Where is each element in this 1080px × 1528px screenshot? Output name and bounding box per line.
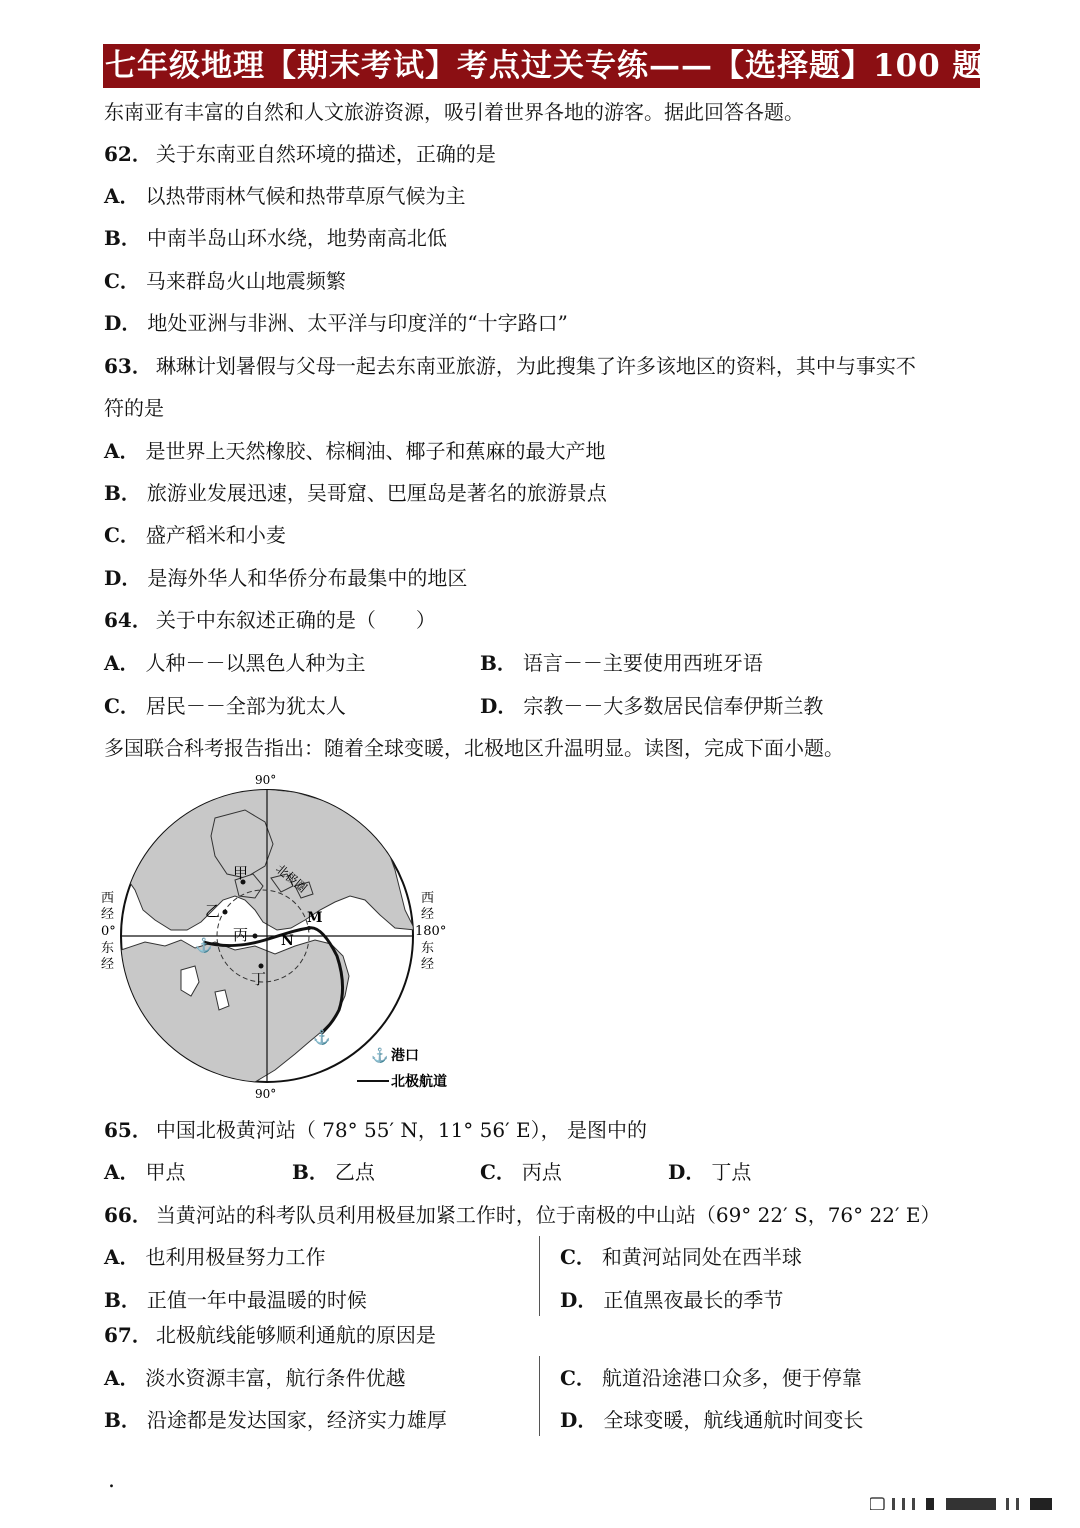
point-bing — [253, 934, 258, 939]
question-64 — [104, 606, 436, 634]
option-63-c — [104, 521, 286, 549]
option-label: C． — [104, 523, 140, 547]
option-label: A． — [104, 1245, 140, 1269]
question-62 — [104, 140, 496, 168]
option-text: 马来群岛火山地震频繁 — [145, 269, 346, 293]
option-label: C． — [480, 1160, 516, 1184]
label-right-longitude — [415, 891, 446, 972]
option-label: D． — [560, 1408, 598, 1432]
option-text: 盛产稻米和小麦 — [145, 523, 286, 547]
question-number: 62． — [104, 142, 152, 166]
option-label: D． — [104, 311, 142, 335]
option-label: A． — [104, 1366, 140, 1390]
option-text: 乙点 — [334, 1160, 375, 1184]
option-text: 地处亚洲与非洲、太平洋与印度洋的“十字路口” — [147, 311, 568, 335]
option-text: 甲点 — [145, 1160, 186, 1184]
port-icon: ⚓ — [313, 1030, 331, 1046]
label-n: N — [281, 933, 294, 949]
option-label: D． — [560, 1288, 598, 1312]
option-67-c — [560, 1364, 862, 1392]
footer-dot: . — [108, 1468, 115, 1493]
column-divider — [539, 1236, 540, 1316]
arctic-map — [95, 770, 475, 1100]
port-icon: ⚓ — [195, 938, 213, 954]
option-label: D． — [480, 694, 518, 718]
question-63-cont: 符的是 — [104, 396, 164, 420]
label-jia: 甲 — [233, 864, 249, 882]
option-label: C． — [104, 694, 140, 718]
svg-text:180°: 180° — [415, 924, 447, 939]
svg-text:经: 经 — [101, 957, 115, 972]
option-text: 中南半岛山环水绕，地势南高北低 — [146, 226, 447, 250]
svg-text:经: 经 — [421, 907, 435, 922]
option-label: B． — [480, 651, 517, 675]
option-66-a — [104, 1243, 326, 1271]
question-number: 66． — [104, 1203, 152, 1227]
option-text: 人种－－以黑色人种为主 — [145, 651, 366, 675]
option-66-b — [104, 1286, 367, 1314]
question-number: 67． — [104, 1323, 152, 1347]
label-arctic-circle: 北极圈 — [273, 861, 310, 896]
option-text: 正值一年中最温暖的时候 — [146, 1288, 367, 1312]
question-65 — [104, 1116, 647, 1144]
option-text: 宗教－－大多数居民信奉伊斯兰教 — [523, 694, 824, 718]
question-stem: 关于中东叙述正确的是（ ） — [155, 608, 436, 632]
question-stem: 关于东南亚自然环境的描述，正确的是 — [155, 142, 496, 166]
option-text: 居民－－全部为犹太人 — [145, 694, 346, 718]
option-text: 是海外华人和华侨分布最集中的地区 — [147, 566, 468, 590]
label-m: M — [307, 910, 323, 926]
option-62-a — [104, 182, 466, 210]
question-stem: 中国北极黄河站（ 78° 55′ N，11° 56′ E）， 是图中的 — [155, 1118, 647, 1142]
option-63-a — [104, 437, 606, 465]
label-left-longitude — [101, 891, 116, 972]
point-m — [307, 926, 311, 930]
svg-text:经: 经 — [421, 957, 435, 972]
option-65-b — [292, 1158, 375, 1186]
option-65-c — [480, 1158, 562, 1186]
legend-port-label: 港口 — [391, 1048, 419, 1064]
question-number: 64． — [104, 608, 152, 632]
arctic-map-figure — [95, 770, 475, 1100]
page-title-banner: 七年级地理【期末考试】考点过关专练——【选择题】100 题 — [103, 44, 980, 88]
label-ding: 丁 — [251, 970, 267, 988]
question-number: 65． — [104, 1118, 152, 1142]
option-text: 语言－－主要使用西班牙语 — [522, 651, 763, 675]
question-stem: 琳琳计划暑假与父母一起去东南亚旅游，为此搜集了许多该地区的资料，其中与事实不 — [155, 354, 916, 378]
svg-text:东: 东 — [421, 941, 435, 956]
option-label: A． — [104, 184, 140, 208]
option-66-d — [560, 1286, 783, 1314]
question-67 — [104, 1321, 436, 1349]
option-text: 以热带雨林气候和热带草原气候为主 — [145, 184, 466, 208]
question-66 — [104, 1201, 940, 1229]
option-text: 全球变暖，航线通航时间变长 — [603, 1408, 864, 1432]
option-label: B． — [104, 1288, 141, 1312]
option-text: 旅游业发展迅速，吴哥窟、巴厘岛是著名的旅游景点 — [146, 481, 607, 505]
svg-text:东: 东 — [101, 941, 115, 956]
option-text: 沿途都是发达国家，经济实力雄厚 — [146, 1408, 447, 1432]
label-yi: 乙 — [205, 902, 221, 920]
label-bing: 丙 — [233, 926, 249, 944]
option-label: C． — [560, 1245, 596, 1269]
option-label: D． — [104, 566, 142, 590]
option-label: A． — [104, 651, 140, 675]
svg-text:0°: 0° — [101, 924, 116, 939]
option-62-c — [104, 267, 346, 295]
legend-port-icon: ⚓ — [371, 1048, 389, 1064]
option-label: B． — [104, 1408, 141, 1432]
question-number: 63． — [104, 354, 152, 378]
option-64-a — [104, 649, 366, 677]
question-stem: 北极航线能够顺利通航的原因是 — [155, 1323, 436, 1347]
option-label: A． — [104, 1160, 140, 1184]
option-67-d — [560, 1406, 863, 1434]
option-64-c — [104, 692, 346, 720]
point-yi — [223, 910, 228, 915]
option-62-b — [104, 224, 447, 252]
option-62-d — [104, 309, 568, 337]
option-text: 正值黑夜最长的季节 — [603, 1288, 784, 1312]
option-65-d — [668, 1158, 751, 1186]
label-bottom-90: 90° — [255, 1087, 277, 1100]
option-label: B． — [104, 481, 141, 505]
option-66-c — [560, 1243, 802, 1271]
svg-text:西: 西 — [421, 891, 435, 906]
option-text: 淡水资源丰富，航行条件优越 — [145, 1366, 406, 1390]
question-63 — [104, 352, 916, 380]
option-63-d — [104, 564, 467, 592]
option-label: C． — [104, 269, 140, 293]
option-63-b — [104, 479, 607, 507]
legend-route-label: 北极航道 — [391, 1074, 447, 1090]
option-65-a — [104, 1158, 186, 1186]
option-label: D． — [668, 1160, 706, 1184]
option-text: 和黄河站同处在西半球 — [601, 1245, 802, 1269]
question-stem: 当黄河站的科考队员利用极昼加紧工作时，位于南极的中山站（69° 22′ S，76° 22′ E） — [155, 1203, 941, 1227]
label-top-90: 90° — [255, 773, 277, 787]
option-text: 航道沿途港口众多，便于停靠 — [601, 1366, 862, 1390]
option-label: B． — [292, 1160, 329, 1184]
option-67-a — [104, 1364, 406, 1392]
option-label: C． — [560, 1366, 596, 1390]
intro-southeast-asia: 东南亚有丰富的自然和人文旅游资源，吸引着世界各地的游客。据此回答各题。 — [104, 100, 804, 124]
column-divider — [539, 1356, 540, 1436]
svg-text:西: 西 — [101, 891, 115, 906]
option-text: 丁点 — [711, 1160, 752, 1184]
option-text: 丙点 — [521, 1160, 562, 1184]
option-label: B． — [104, 226, 141, 250]
intro-arctic: 多国联合科考报告指出：随着全球变暖，北极地区升温明显。读图，完成下面小题。 — [104, 736, 844, 760]
image-toolbar-strip — [870, 1496, 1060, 1510]
option-text: 也利用极昼努力工作 — [145, 1245, 326, 1269]
option-67-b — [104, 1406, 447, 1434]
option-64-d — [480, 692, 823, 720]
option-label: A． — [104, 439, 140, 463]
point-ding — [259, 964, 264, 969]
option-text: 是世界上天然橡胶、棕榈油、椰子和蕉麻的最大产地 — [145, 439, 606, 463]
svg-text:经: 经 — [101, 907, 115, 922]
option-64-b — [480, 649, 763, 677]
